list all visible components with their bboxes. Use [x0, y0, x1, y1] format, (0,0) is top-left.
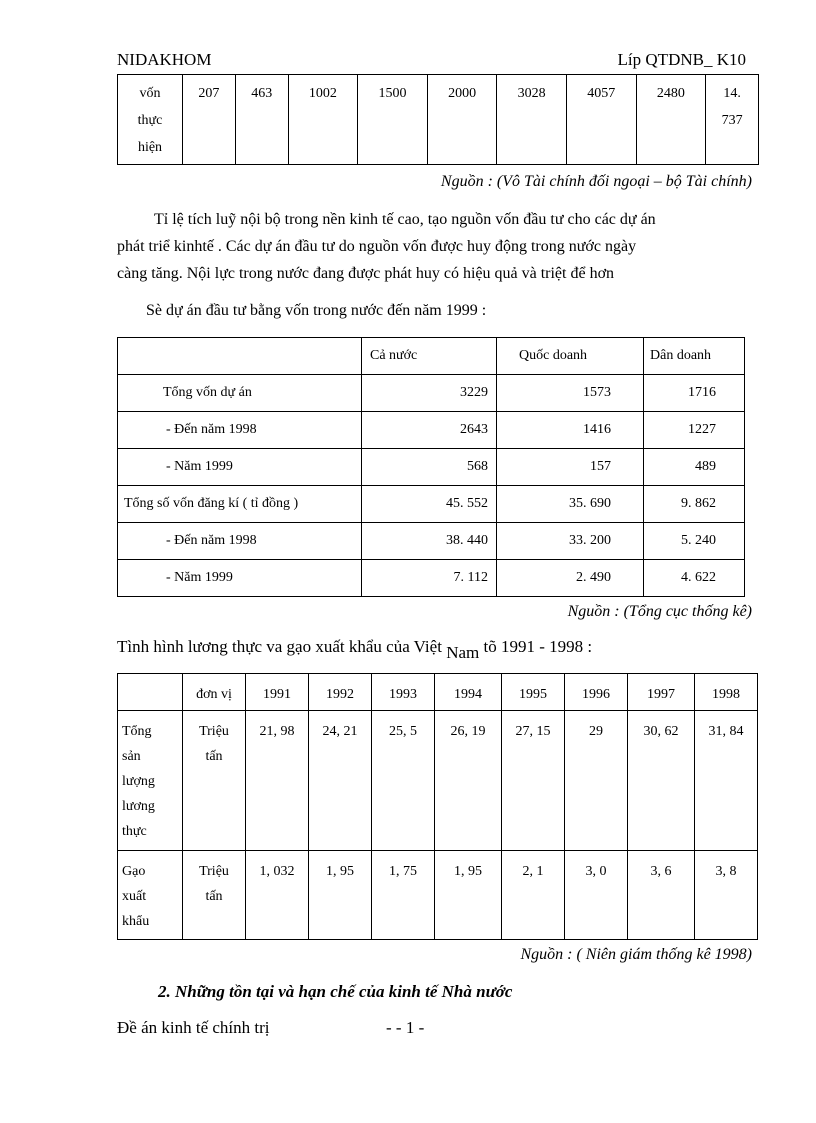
table3-cell: 3, 0 — [565, 851, 628, 940]
table2-row-label: - Đến năm 1998 — [118, 412, 362, 449]
table2-cell: 2643 — [362, 412, 497, 449]
table2-cell: 38. 440 — [362, 523, 497, 560]
table3-unit — [183, 711, 246, 851]
table2-cell: 1227 — [644, 412, 745, 449]
table3-cell: 30, 62 — [628, 711, 695, 851]
table2-cell: 35. 690 — [497, 486, 644, 523]
table3-year-header: 1994 — [435, 674, 502, 711]
table2-row-label: Tổng vốn dự án — [118, 375, 362, 412]
label-line: xuất — [122, 889, 147, 904]
table2-row-label: - Đến năm 1998 — [118, 523, 362, 560]
table3-cell: 1, 95 — [435, 851, 502, 940]
label-line: Gạo — [122, 864, 146, 879]
table2-cell: 1416 — [497, 412, 644, 449]
table1-total-line: 737 — [721, 113, 743, 128]
table1-value: 3028 — [497, 75, 567, 165]
label-line: Tổng — [122, 724, 152, 739]
table3-cell: 1, 95 — [309, 851, 372, 940]
table2-cell: 45. 552 — [362, 486, 497, 523]
table3-year-header: 1991 — [246, 674, 309, 711]
table3-cell: 3, 6 — [628, 851, 695, 940]
table3-title-part: Nam — [446, 643, 480, 662]
table3-row-label — [118, 851, 183, 940]
table2-header: Dân doanh — [644, 338, 745, 375]
paragraph-line: càng tăng. Nội lực trong nước đang được phát huy có hiệu quả và triệt để hơn — [117, 265, 615, 282]
table2-cell: 4. 622 — [644, 560, 745, 597]
footer-left: Đề án kinh tế chính trị — [117, 1018, 270, 1037]
table2-cell: 9. 862 — [644, 486, 745, 523]
table3-year-header: 1995 — [502, 674, 565, 711]
table3-cell: 31, 84 — [695, 711, 758, 851]
table2-cell: 1716 — [644, 375, 745, 412]
table-row — [118, 523, 745, 560]
table-row — [118, 412, 745, 449]
table-row — [118, 449, 745, 486]
table3-cell: 21, 98 — [246, 711, 309, 851]
table3-header-empty — [118, 674, 183, 711]
unit-line: Triệu — [199, 864, 229, 879]
table3-unit — [183, 851, 246, 940]
table2-header: Quốc doanh — [497, 338, 644, 375]
label-line: khẩu — [122, 914, 150, 929]
table-row — [118, 375, 745, 412]
label-line: thực — [122, 824, 147, 839]
table2-title: Sè dự án đầu tư bằng vốn trong nước đến năm 1999 : — [146, 302, 487, 319]
investment-table-continuation — [117, 74, 759, 165]
page-number: - - 1 - — [386, 1018, 425, 1037]
section-heading: 2. Những tồn tại và hạn chế của kinh tế Nhà nước — [158, 982, 513, 1001]
table3-cell: 24, 21 — [309, 711, 372, 851]
header-left: NIDAKHOM — [117, 50, 212, 69]
table3-row-label — [118, 711, 183, 851]
table2-cell: 157 — [497, 449, 644, 486]
table-row — [118, 851, 758, 940]
unit-line: tấn — [205, 749, 223, 764]
header-right: Líp QTDNB_ K10 — [617, 50, 746, 69]
table3-year-header: 1998 — [695, 674, 758, 711]
table2-cell: 1573 — [497, 375, 644, 412]
table3-cell: 29 — [565, 711, 628, 851]
label-line: lương — [122, 799, 155, 814]
source-note-1: Nguồn : (Vô Tài chính đối ngoại – bộ Tài chính) — [440, 173, 752, 190]
table3-cell: 3, 8 — [695, 851, 758, 940]
food-rice-export-table — [117, 673, 758, 940]
table1-label-cell — [118, 75, 183, 165]
table2-header: Cả nước — [362, 338, 497, 375]
table1-value: 4057 — [566, 75, 636, 165]
table1-value: 2480 — [636, 75, 706, 165]
table2-header-empty — [118, 338, 362, 375]
table-row — [118, 711, 758, 851]
unit-line: tấn — [205, 889, 223, 904]
table2-cell: 568 — [362, 449, 497, 486]
table-row — [118, 560, 745, 597]
table1-value: 2000 — [427, 75, 497, 165]
label-line: lượng — [122, 774, 155, 789]
table-row — [118, 486, 745, 523]
source-note-2: Nguồn : (Tổng cục thống kê) — [567, 603, 752, 620]
table1-label-line: thực — [137, 113, 163, 128]
body-paragraph — [117, 206, 757, 287]
table3-cell: 25, 5 — [372, 711, 435, 851]
table1-value: 1500 — [358, 75, 428, 165]
paragraph-line: phát triể kinhtế . Các dự án đầu tư do nguồn vốn được huy động trong nước ngày — [117, 238, 637, 255]
table3-cell: 26, 19 — [435, 711, 502, 851]
table3-cell: 1, 032 — [246, 851, 309, 940]
table2-cell: 3229 — [362, 375, 497, 412]
table2-cell: 33. 200 — [497, 523, 644, 560]
table1-total-cell — [706, 75, 759, 165]
table3-year-header: 1992 — [309, 674, 372, 711]
table2-cell: 489 — [644, 449, 745, 486]
unit-line: Triệu — [199, 724, 229, 739]
table3-cell: 27, 15 — [502, 711, 565, 851]
source-note-3: Nguồn : ( Niên giám thống kê 1998) — [520, 946, 752, 963]
table3-title-part: Tình hình lương thực va gạo xuất khẩu của Việt — [117, 637, 447, 656]
table3-cell: 1, 75 — [372, 851, 435, 940]
table3-cell: 2, 1 — [502, 851, 565, 940]
paragraph-line: Tỉ lệ tích luỹ nội bộ trong nền kinh tế cao, tạo nguồn vốn đầu tư cho các dự án — [154, 211, 656, 228]
table1-value: 207 — [183, 75, 236, 165]
table2-row-label: Tổng số vốn đăng kí ( tỉ đồng ) — [118, 486, 362, 523]
table3-title — [117, 637, 593, 662]
table3-year-header: 1993 — [372, 674, 435, 711]
table3-unit-header: đơn vị — [183, 674, 246, 711]
table1-label-line: vốn — [139, 86, 161, 101]
table2-cell: 2. 490 — [497, 560, 644, 597]
domestic-investment-table — [117, 337, 745, 597]
table2-row-label: - Năm 1999 — [118, 449, 362, 486]
label-line: sản — [122, 749, 141, 764]
table2-cell: 7. 112 — [362, 560, 497, 597]
table2-cell: 5. 240 — [644, 523, 745, 560]
table3-year-header: 1996 — [565, 674, 628, 711]
table3-title-part: tõ 1991 - 1998 : — [479, 637, 593, 656]
table3-year-header: 1997 — [628, 674, 695, 711]
table2-row-label: - Năm 1999 — [118, 560, 362, 597]
table1-value: 1002 — [288, 75, 358, 165]
table1-value: 463 — [235, 75, 288, 165]
table1-total-line: 14. — [723, 86, 741, 101]
table1-label-line: hiện — [137, 140, 163, 155]
